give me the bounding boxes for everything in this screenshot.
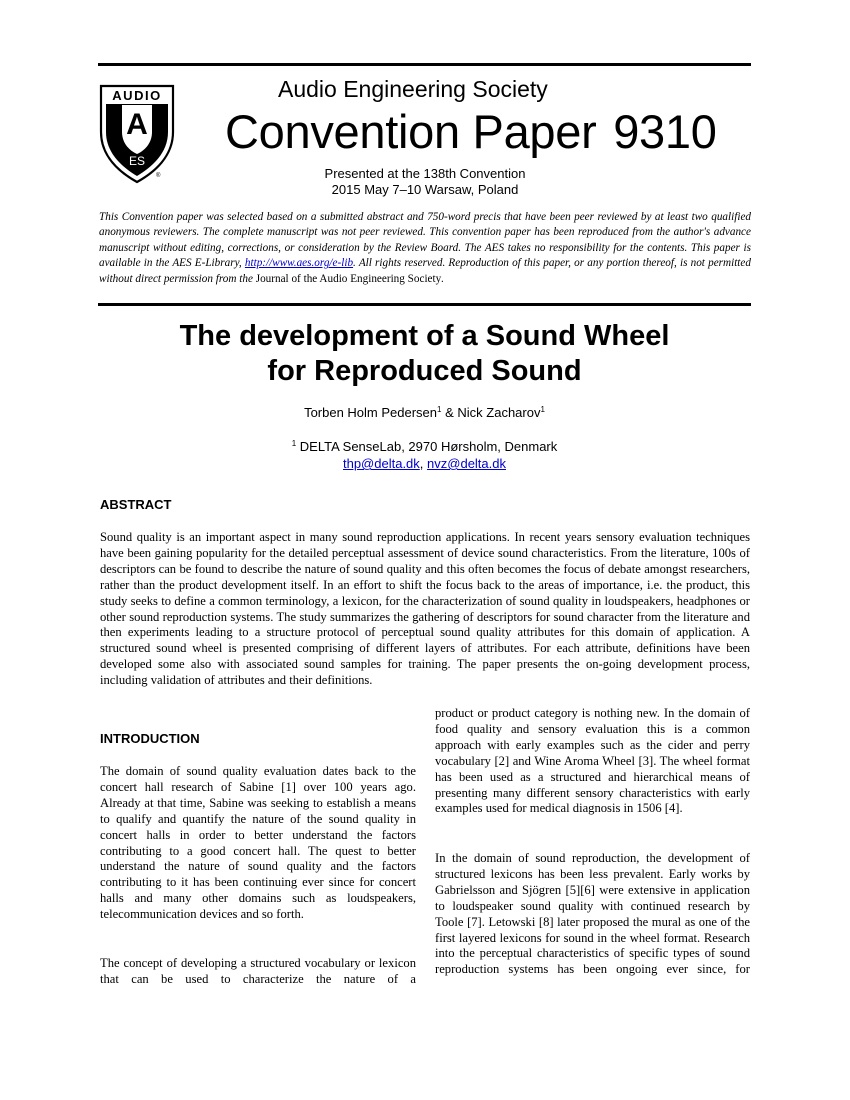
elibrary-link[interactable]: http://www.aes.org/e-lib bbox=[244, 257, 354, 270]
author-1-affiliation-mark: 1 bbox=[437, 405, 442, 414]
date-location: 2015 May 7–10 Warsaw, Poland bbox=[331, 182, 519, 197]
affiliation bbox=[98, 439, 751, 454]
abstract-heading: ABSTRACT bbox=[100, 497, 172, 512]
intro-paragraph-2: The concept of developing a structured vocabulary or lexicon that can be used to characterize the nature of a bbox=[100, 956, 416, 986]
logo-top-text: AUDIO bbox=[112, 88, 162, 103]
email-link-1[interactable]: thp@delta.dk bbox=[342, 456, 420, 471]
author-separator: & bbox=[441, 405, 458, 420]
top-rule bbox=[98, 63, 751, 66]
author-2: Nick Zacharov bbox=[457, 405, 541, 420]
paper-title-line1: The development of a Sound Wheel bbox=[179, 320, 670, 352]
introduction-heading: INTRODUCTION bbox=[100, 731, 200, 746]
logo-bottom-text: ES bbox=[128, 154, 146, 168]
paper-number: 9310 bbox=[613, 105, 717, 158]
header-bottom-rule bbox=[98, 303, 751, 306]
intro-paragraph-1: The domain of sound quality evaluation dates back to the concert hall research of Sabine [1] over 100 years ago. Already at that time, Sabine was seeking to establish a means to qualify and quantify the nature of the sound quality in concert halls in order to better understand the factors contributing to a good concert hall. The quest to better understand the nature of sound quality and the factors contributing to it has been continuing ever since for concert halls and many other domains such as loudspeakers, telecommunication devices and so forth. bbox=[100, 764, 416, 922]
society-name: Audio Engineering Society bbox=[278, 76, 548, 102]
intro-paragraph-3: In the domain of sound reproduction, the development of structured lexicons has been less prevalent. Early works by Gabrielsson and Sjögren [5][6] were extensive in application to loudspeaker sound quality with continued research by Toole [7]. Letowski [8] later proposed the mural as one of the first layered lexicons for sound in the wheel format. Research into the perceptual characteristics of specific types of sound reproduction systems has been ongoing ever since, for bbox=[435, 851, 750, 977]
series-title bbox=[225, 104, 717, 159]
email-separator: , bbox=[419, 456, 428, 471]
paper-title-line2: for Reproduced Sound bbox=[267, 355, 582, 387]
intro-paragraph-2-continued: product or product category is nothing new. In the domain of food quality and sensory evaluation this is a common approach with early examples such as the cider and perry vocabulary [2] and Wine Aroma Wheel [3]. The wheel format has been used as a structured and hierarchical means of presenting many different sensory characteristics with early examples used for medical diagnosis in 1506 [4]. bbox=[435, 706, 750, 816]
notice-closing: . bbox=[441, 272, 445, 285]
presented-line: Presented at the 138th Convention bbox=[324, 166, 526, 181]
notice-text-continued: . All rights reserved. Reproduction of this paper, or any portion thereof, is not permitted without direct permission from the bbox=[99, 257, 751, 285]
logo-letter: A bbox=[126, 108, 148, 141]
abstract-body: Sound quality is an important aspect in many sound reproduction applications. In recent years sensory evaluation techniques have been gaining popularity for the detailed perceptual assessment of device sound characteristics. From the literature, 100s of descriptors can be found to describe the nature of sound quality and this often becomes the focus of debate amongst researchers, rather than the product development itself. In an effort to shift the focus back to the areas of importance, i.e. the product, this study seeks to define a common terminology, a lexicon, for the characterization of sound quality in loudspeakers, headphones or other sound reproduction systems. The study summarizes the gathering of descriptors for sound character from the literature and then experiments leading to a structure protocol of perceptual sound quality attributes for this domain of application. A structured sound wheel is presented comprising of different layers of attributes. For each attribute, definitions have been developed some also with associated sound samples for training. The paper presents the on-going development process, including validation of attributes and their definitions. bbox=[100, 530, 750, 688]
review-notice bbox=[99, 210, 751, 287]
email-link-2[interactable]: nvz@delta.dk bbox=[427, 456, 506, 471]
affiliation-text: DELTA SenseLab, 2970 Hørsholm, Denmark bbox=[296, 439, 558, 454]
author-1: Torben Holm Pedersen bbox=[304, 405, 438, 420]
author-emails bbox=[98, 456, 751, 471]
author-list bbox=[98, 405, 751, 420]
affiliation-mark: 1 bbox=[291, 439, 297, 448]
aes-logo bbox=[99, 84, 175, 184]
series-title-text: Convention Paper bbox=[225, 105, 597, 158]
author-2-affiliation-mark: 1 bbox=[540, 405, 545, 414]
notice-text: This Convention paper was selected based on a submitted abstract and 750-word precis that have been peer reviewed by at least two qualified anonymous reviewers. The complete manuscript was not peer reviewed. This convention paper has been reproduced from the author's advance manuscript without editing, corrections, or consideration by the Review Board. The AES takes no responsibility for the contents. This paper is available in the AES E-Library, bbox=[99, 211, 751, 270]
journal-name: Journal of the Audio Engineering Society bbox=[255, 272, 442, 285]
logo-registered-mark: ® bbox=[156, 173, 161, 179]
